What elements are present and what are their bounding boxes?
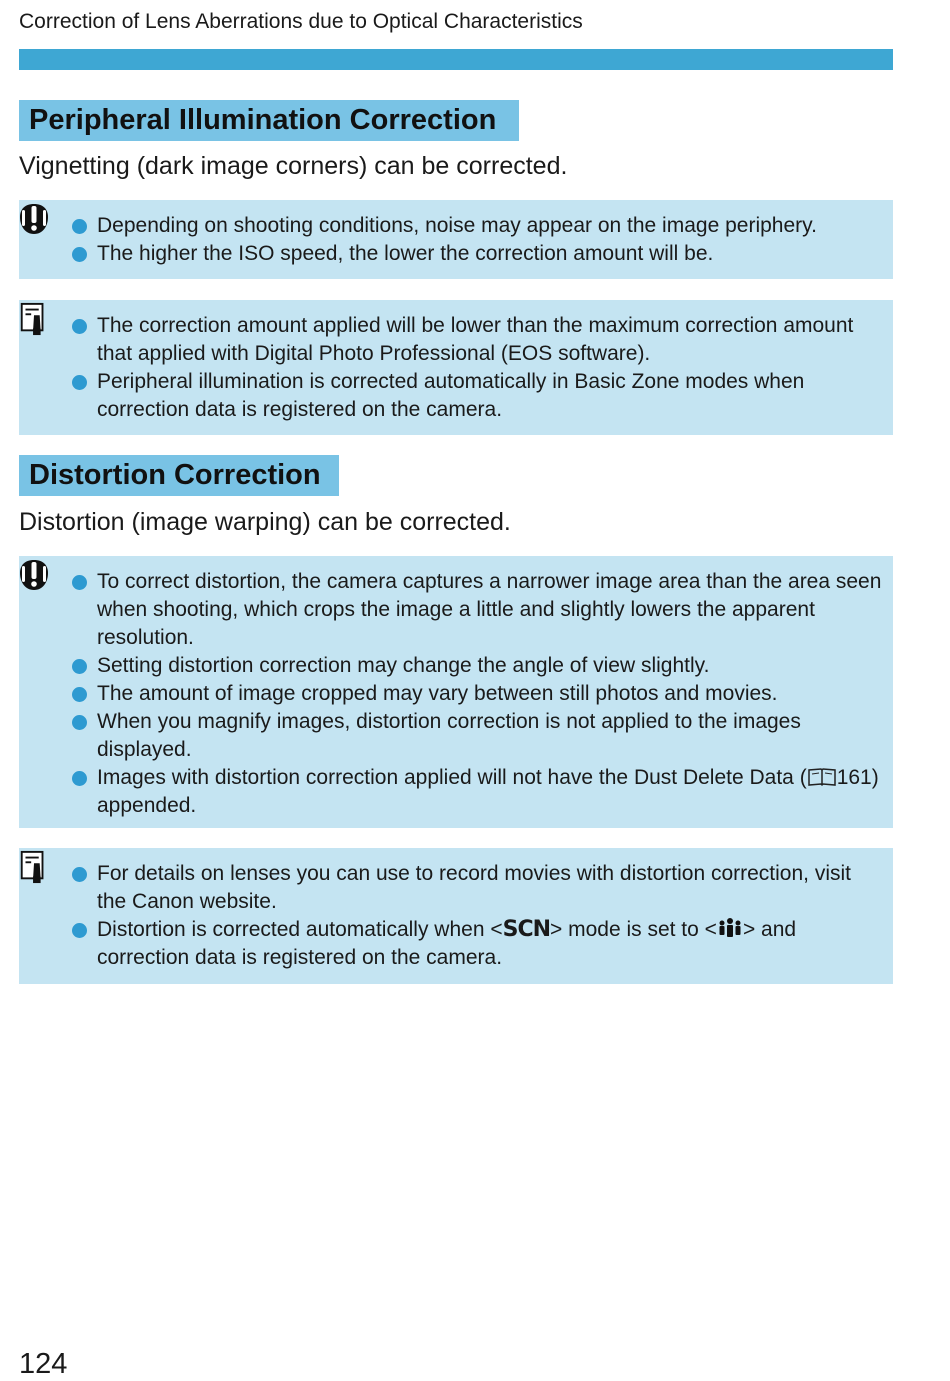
- bullet-icon: [72, 575, 87, 590]
- note-box: [19, 300, 893, 435]
- group-photo-mode-icon: [717, 917, 743, 939]
- bullet-icon: [72, 375, 87, 390]
- section-intro: Distortion (image warping) can be corrected.: [19, 508, 511, 536]
- header-bar: [19, 49, 893, 70]
- caution-box: [19, 200, 893, 279]
- section-intro: Vignetting (dark image corners) can be corrected.: [19, 152, 568, 180]
- scn-mode-label: SCN: [502, 917, 550, 942]
- bullet-icon: [72, 715, 87, 730]
- list-item: Depending on shooting conditions, noise may appear on the image periphery.: [19, 212, 883, 240]
- list-item: The amount of image cropped may vary between still photos and movies.: [19, 680, 883, 708]
- section-heading-distortion: Distortion Correction: [19, 455, 339, 496]
- caution-box: [19, 556, 893, 828]
- page-number: 124: [19, 1348, 68, 1380]
- book-icon: [807, 767, 837, 787]
- bullet-icon: [72, 247, 87, 262]
- note-box: [19, 848, 893, 984]
- bullet-icon: [72, 867, 87, 882]
- bullet-icon: [72, 659, 87, 674]
- list-item: To correct distortion, the camera captures a narrower image area than the area seen when shooting, which crops the image a little and slightly lowers the apparent resolution.: [19, 568, 883, 652]
- list-item: Peripheral illumination is corrected automatically in Basic Zone modes when correction data is registered on the camera.: [19, 368, 883, 424]
- list-item: Images with distortion correction applied will not have the Dust Delete Data ( 161) appended.: [19, 764, 883, 820]
- page-reference[interactable]: 161: [836, 766, 872, 789]
- bullet-icon: [72, 219, 87, 234]
- list-item: When you magnify images, distortion correction is not applied to the images displayed.: [19, 708, 883, 764]
- list-item: The higher the ISO speed, the lower the correction amount will be.: [19, 240, 883, 268]
- bullet-icon: [72, 923, 87, 938]
- section-heading-peripheral-illumination: Peripheral Illumination Correction: [19, 100, 519, 141]
- page-header-title: Correction of Lens Aberrations due to Optical Characteristics: [19, 10, 583, 33]
- list-item: The correction amount applied will be lower than the maximum correction amount that applied with Digital Photo Professional (EOS software).: [19, 312, 883, 368]
- bullet-icon: [72, 319, 87, 334]
- list-item: Distortion is corrected automatically when <SCN> mode is set to < > and correction data is registered on the camera.: [19, 916, 883, 972]
- bullet-icon: [72, 771, 87, 786]
- list-item: Setting distortion correction may change the angle of view slightly.: [19, 652, 883, 680]
- bullet-icon: [72, 687, 87, 702]
- list-item: For details on lenses you can use to record movies with distortion correction, visit the Canon website.: [19, 860, 883, 916]
